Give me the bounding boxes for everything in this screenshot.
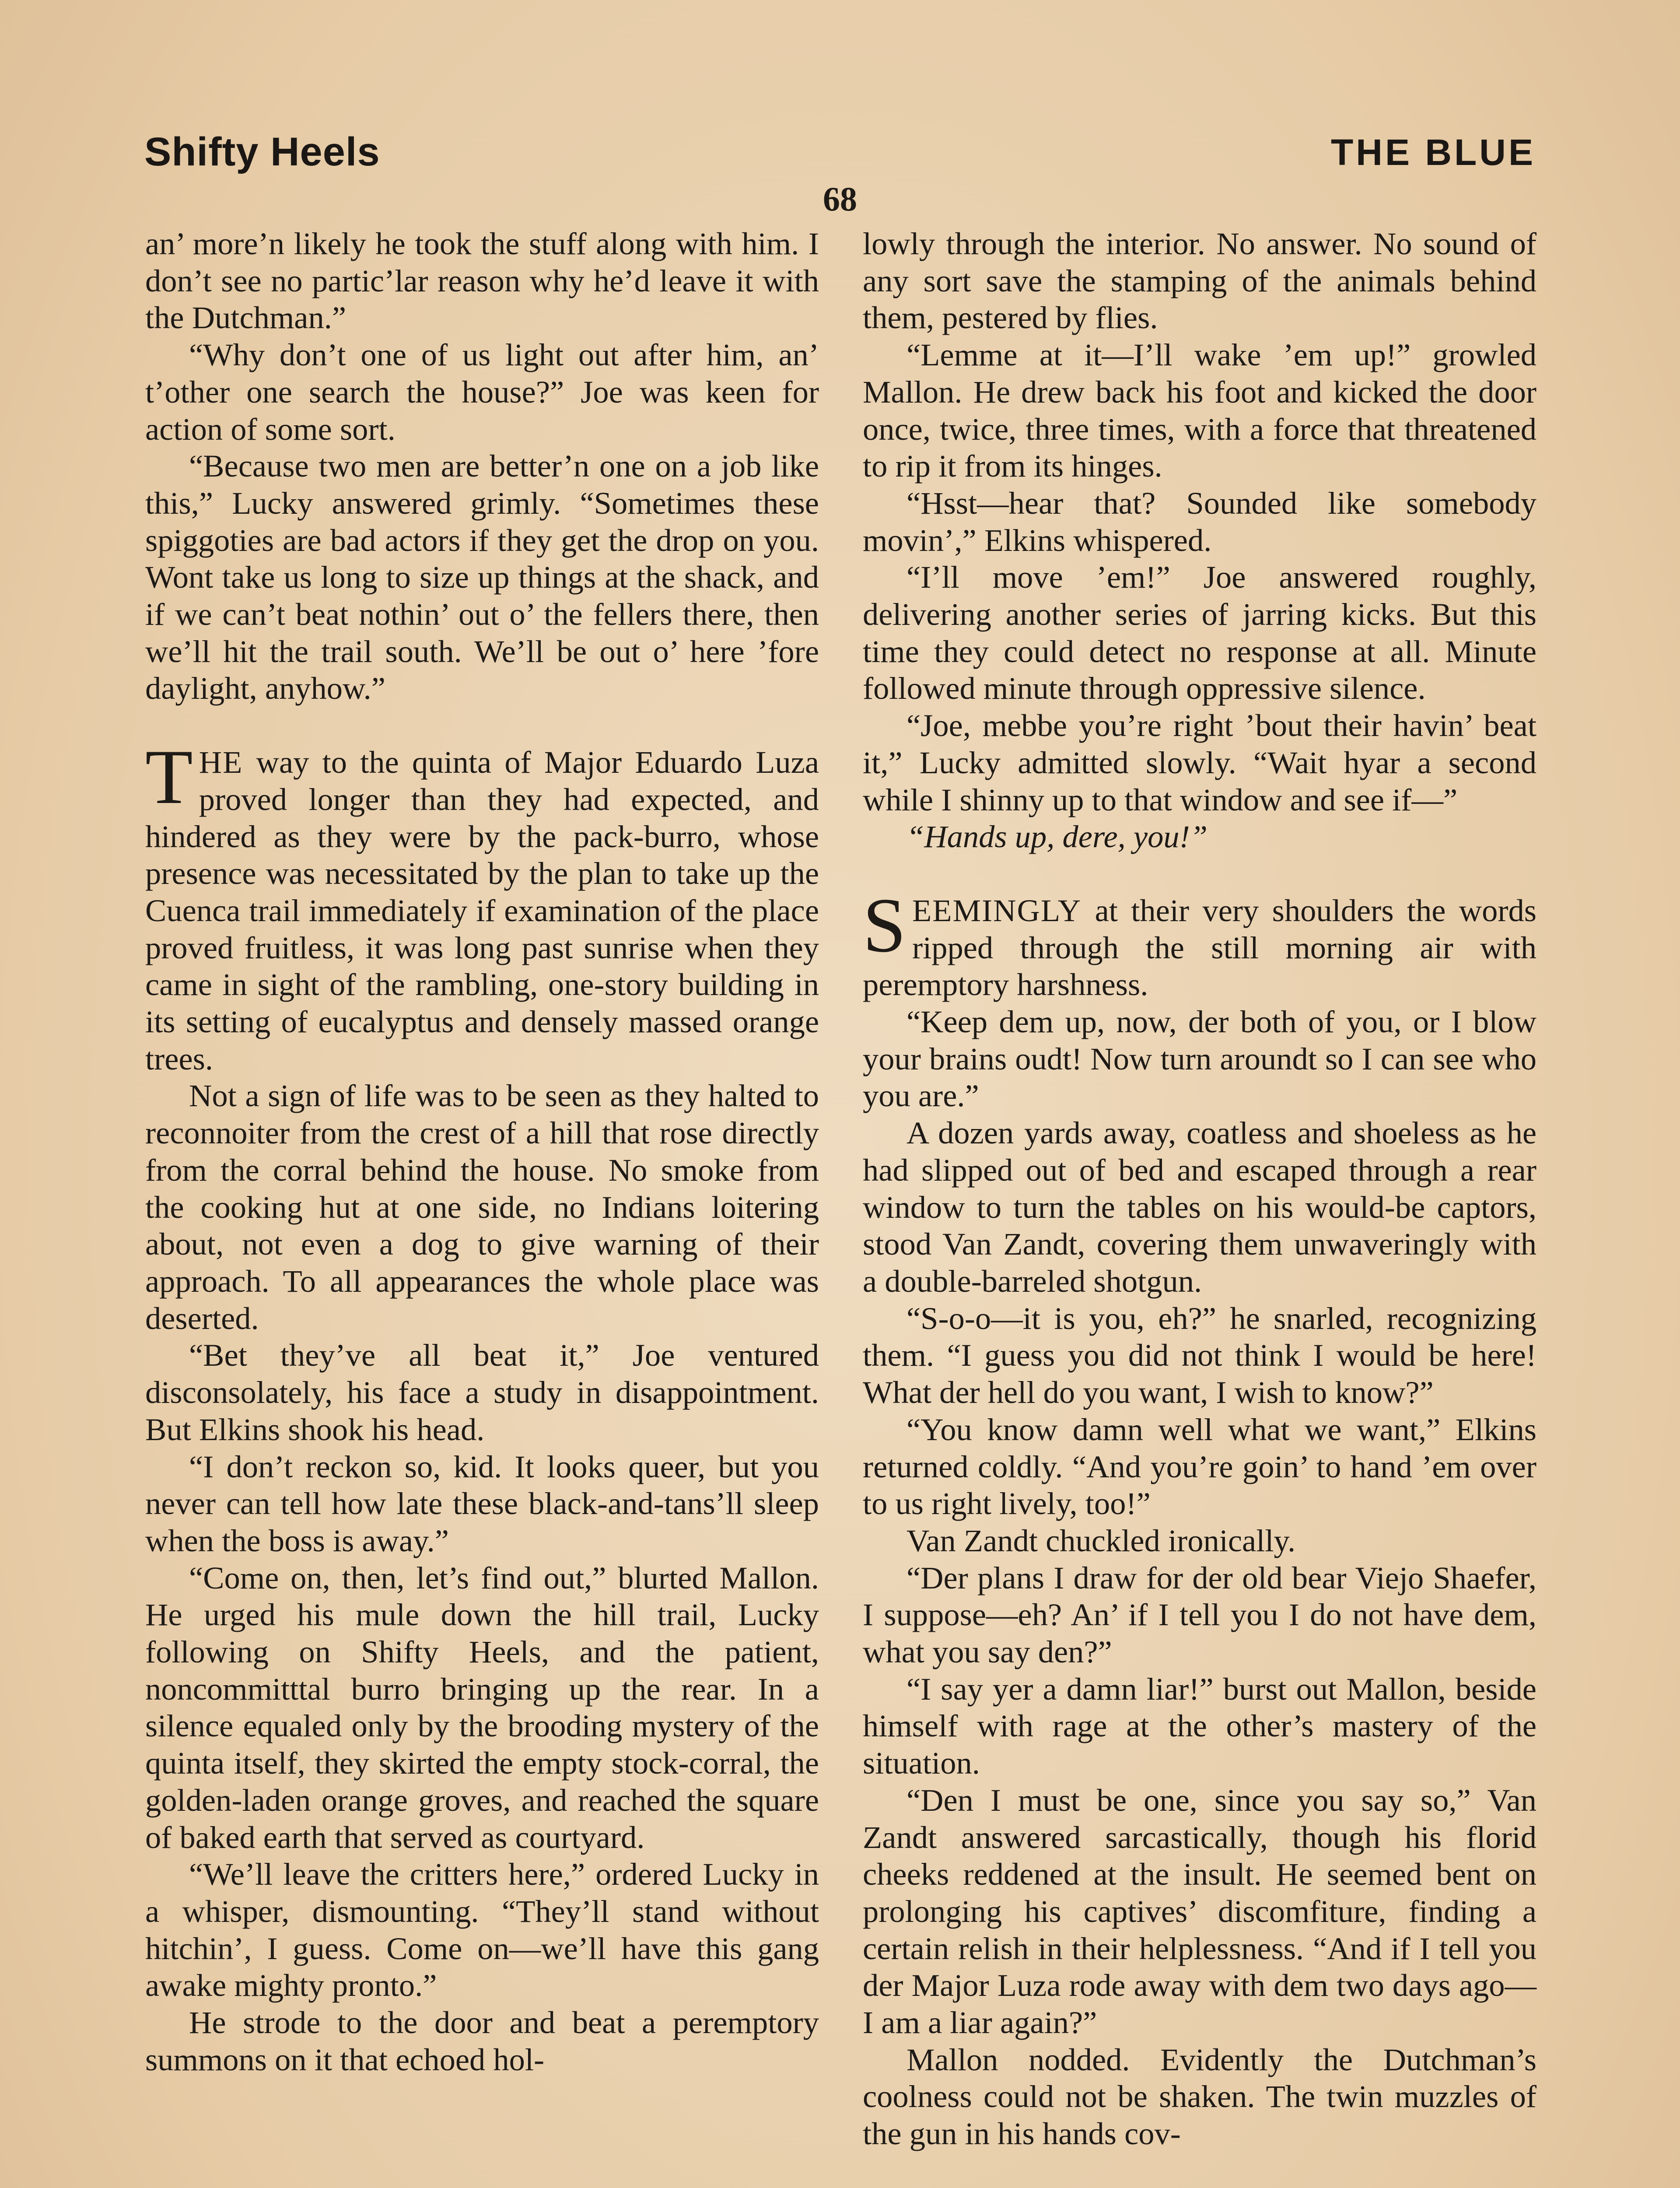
paragraph: “S-o-o—it is you, eh?” he snarled, recognizing them. “I guess you did not think I would be here! What der hell do you want, I wish to know?” [863,1300,1536,1410]
drop-cap: T [145,733,193,820]
lead-in-word: EEMINGLY [912,892,1082,928]
paragraph: “I don’t reckon so, kid. It looks queer, but you never can tell how late these black-and-tans’ll sleep when the boss is away.” [145,1448,819,1558]
paragraph: “I’ll move ’em!” Joe answered roughly, delivering another series of jarring kicks. But this time they could detect no response at all. Minute followed minute through oppressive silence. [863,559,1536,706]
paragraph: “Why don’t one of us light out after him, an’ t’other one search the house?” Joe was keen for action of some sort. [145,337,819,447]
paragraph: Mallon nodded. Evidently the Dutchman’s coolness could not be shaken. The twin muzzles of the gun in his hands cov- [863,2041,1536,2152]
paragraph: “You know damn well what we want,” Elkins returned coldly. “And you’re goin’ to hand ’em over to us right lively, too!” [863,1411,1536,1522]
paragraph: “Der plans I draw for der old bear Viejo Shaefer, I suppose—eh? An’ if I tell you I do not have dem, what you say den?” [863,1560,1536,1670]
running-head-story-title: Shifty Heels [144,130,380,174]
paragraph: “Come on, then, let’s find out,” blurted Mallon. He urged his mule down the hill trail, Lucky following on Shifty Heels, and the patient, noncommitttal burro bringing up the rear. In a silence equaled only by the brooding mystery of the quinta itself, they skirted the empty stock-corral, the golden-laden orange groves, and reached the square of baked earth that served as courtyard. [145,1560,819,1855]
running-head-magazine-title: THE BLUE [1331,132,1536,173]
paragraph: “Hsst—hear that? Sounded like somebody movin’,” Elkins whispered. [863,485,1536,558]
paragraph: “I say yer a damn liar!” burst out Mallon, beside himself with rage at the other’s mastery of the situation. [863,1671,1536,1781]
paragraph: “Lemme at it—I’ll wake ’em up!” growled Mallon. He drew back his foot and kicked the door once, twice, three times, with a force that threatened to rip it from its hinges. [863,337,1536,484]
left-text-column [145,225,819,2078]
paragraph: “Joe, mebbe you’re right ’bout their havin’ beat it,” Lucky admitted slowly. “Wait hyar a second while I shinny up to that window and see if—” [863,708,1536,817]
paragraph: “Bet they’ve all beat it,” Joe ventured disconsolately, his face a study in disappointment. But Elkins shook his head. [145,1337,819,1447]
page-number: 68 [823,180,857,218]
paragraph: He strode to the door and beat a peremptory summons on it that echoed hol- [145,2005,819,2077]
right-text-column [863,225,1536,2153]
paragraph: “We’ll leave the critters here,” ordered Lucky in a whisper, dismounting. “They’ll stand without hitchin’, I guess. Come on—we’ll have this gang awake mighty pronto.” [145,1856,819,2003]
lead-in-word: HE [199,744,243,780]
paragraph: “Because two men are better’n one on a job like this,” Lucky answered grimly. “Sometimes these spiggoties are bad actors if they get the drop on you. Wont take us long to size up things at the shack, and if we can’t beat nothin’ out o’ the fellers there, then we’ll hit the trail south. We’ll be out o’ here ’fore daylight, anyhow.” [145,448,819,706]
section-opening-paragraph [145,733,819,1077]
paragraph-text: at their very shoulders the words ripped through the still morning air with peremptory harshness. [863,892,1536,1003]
paragraph: lowly through the interior. No answer. No sound of any sort save the stamping of the animals behind them, pestered by flies. [863,226,1536,336]
paragraph: “Keep dem up, now, der both of you, or I blow your brains oudt! Now turn aroundt so I can see who you are.” [863,1004,1536,1114]
paragraph: an’ more’n likely he took the stuff along with him. I don’t see no partic’lar reason why he’d leave it with the Dutchman.” [145,226,819,336]
paragraph: Van Zandt chuckled ironically. [906,1522,1296,1558]
paragraph: A dozen yards away, coatless and shoeless as he had slipped out of bed and escaped through a rear window to turn the tables on his would-be captors, stood Van Zandt, covering them unwaveringly with a double-barreled shotgun. [863,1115,1536,1299]
paragraph: “Hands up, dere, you!” [906,819,1208,855]
paragraph: “Den I must be one, since you say so,” Van Zandt answered sarcastically, though his florid cheeks reddened at the insult. He seemed bent on prolonging his captives’ discomfiture, finding a certain relish in their helplessness. “And if I tell you der Major Luza rode away with dem two days ago—I am a liar again?” [863,1782,1536,2041]
drop-cap: S [863,881,906,968]
paragraph: Not a sign of life was to be seen as they halted to reconnoiter from the crest of a hill that rose directly from the corral behind the house. No smoke from the cooking hut at one side, no Indians loitering about, not even a dog to give warning of their approach. To all appearances the whole place was deserted. [145,1078,819,1336]
paragraph-text: way to the quinta of Major Eduardo Luza proved longer than they had expected, and hindered as they were by the pack-burro, whose presence was necessitated by the plan to take up the Cuenca trail immediately if examination of the place proved fruitless, it was long past sunrise when they came in sight of the rambling, one-story building in its setting of eucalyptus and densely massed orange trees. [145,744,819,1076]
section-opening-paragraph [863,881,1536,1003]
